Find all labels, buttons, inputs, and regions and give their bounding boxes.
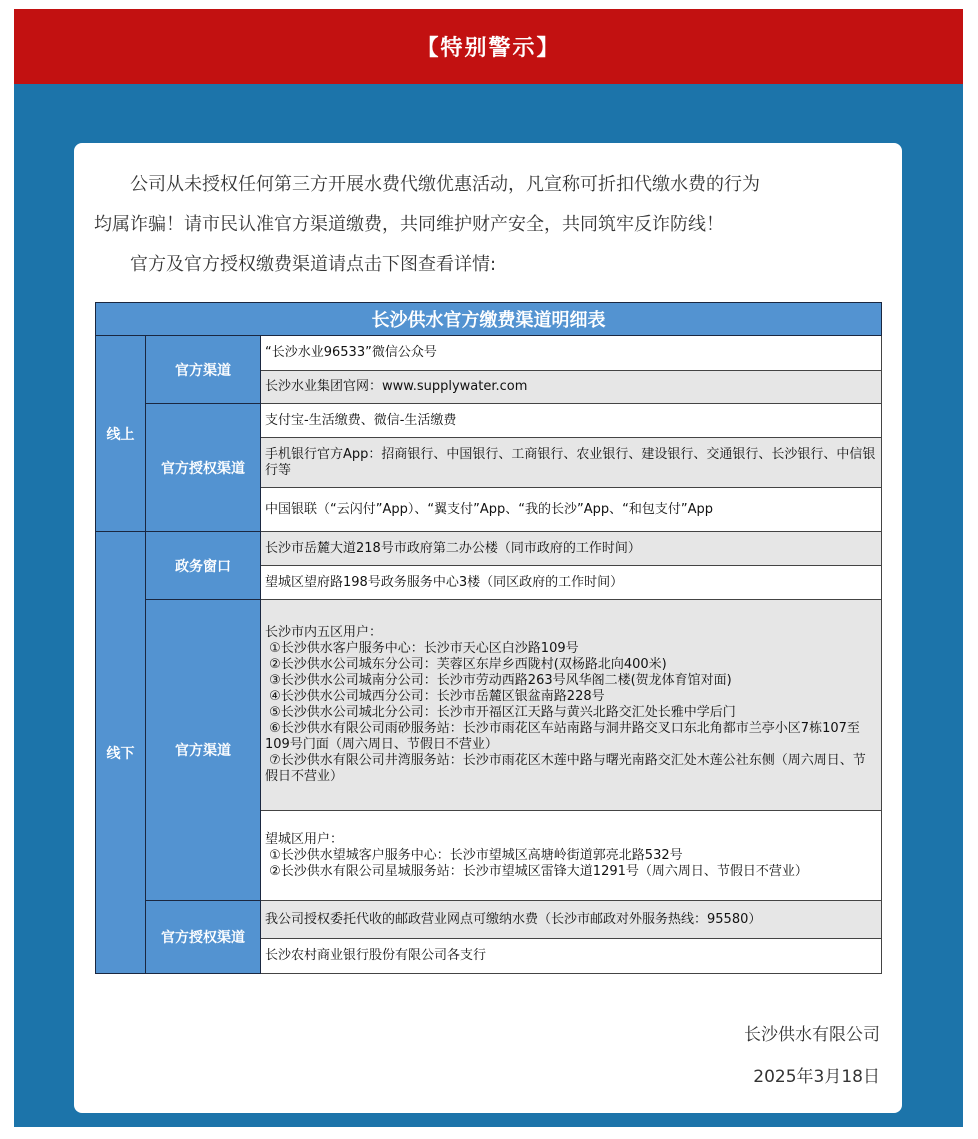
payment-channels-table[interactable] [95, 302, 882, 974]
category-offline: 线下 [96, 532, 146, 974]
table-row: 长沙农村商业银行股份有限公司各支行 [261, 939, 882, 974]
intro-paragraph-1 [94, 165, 884, 205]
gov-window-label: 政务窗口 [146, 532, 261, 600]
intro-paragraph-2 [94, 245, 884, 285]
table-row: 长沙市岳麓大道218号市政府第二办公楼（同市政府的工作时间） [261, 532, 882, 566]
table-row: 望城区望府路198号政务服务中心3楼（同区政府的工作时间） [261, 566, 882, 600]
table-row: 支付宝-生活缴费、微信-生活缴费 [261, 404, 882, 438]
online-official-label: 官方渠道 [146, 336, 261, 404]
signature-company: 长沙供水有限公司 [744, 1025, 880, 1045]
category-online: 线上 [96, 336, 146, 532]
table-row: 中国银联（“云闪付”App）、“翼支付”App、“我的长沙”App、“和包支付”App [261, 488, 882, 532]
notice-card [74, 143, 902, 1113]
intro-line-1: 公司从未授权任何第三方开展水费代缴优惠活动，凡宣称可折扣代缴水费的行为 [130, 174, 760, 195]
intro-line-2: 均属诈骗！请市民认准官方渠道缴费，共同维护财产安全，共同筑牢反诈防线！ [94, 214, 724, 235]
warning-banner [14, 9, 963, 84]
table-row: 手机银行官方App：招商银行、中国银行、工商银行、农业银行、建设银行、交通银行、长沙银行、中信银行等 [261, 438, 882, 488]
table-row: 我公司授权委托代收的邮政营业网点可缴纳水费（长沙市邮政对外服务热线：95580） [261, 901, 882, 939]
table-row: 望城区用户： ①长沙供水望城客户服务中心：长沙市望城区高塘岭街道郭亮北路532号 ②长沙供水有限公司星城服务站：长沙市望城区雷锋大道1291号（周六周日、节假日不营业） [261, 811, 882, 901]
intro-line-3: 官方及官方授权缴费渠道请点击下图查看详情: [130, 254, 497, 275]
table-row: “长沙水业96533”微信公众号 [261, 336, 882, 371]
table-title: 长沙供水官方缴费渠道明细表 [96, 303, 882, 336]
table-row: 长沙市内五区用户： ①长沙供水客户服务中心：长沙市天心区白沙路109号 ②长沙供水公司城东分公司：芙蓉区东岸乡西陇村(双杨路北向400米) ③长沙供水公司城南分公司：长沙市劳动西路263号风华阁二楼(贺龙体育馆对面) ④长沙供水公司城西分公司：长沙市岳麓区银盆南路228号 ⑤长沙供水公司城北分公司：长沙市开福区江天路与黄兴北路交汇处长雅中学后门 ⑥长沙供水有限公司雨砂服务站：长沙市雨花区车站南路与洞井路交叉口东北角都市兰亭小区7栋107至109号门面（周六周日、节假日不营业） ⑦长沙供水有限公司井湾服务站：长沙市雨花区木莲中路与曙光南路交汇处木莲公社东侧（周六周日、节假日不营业） [261, 600, 882, 811]
offline-authorized-label: 官方授权渠道 [146, 901, 261, 974]
offline-official-label: 官方渠道 [146, 600, 261, 901]
intro-paragraph-1-cont [94, 205, 884, 245]
table-row: 长沙水业集团官网：www.supplywater.com [261, 371, 882, 404]
intro-text [94, 165, 884, 285]
online-authorized-label: 官方授权渠道 [146, 404, 261, 532]
banner-title: 【特别警示】 [416, 36, 561, 61]
signature-date: 2025年3月18日 [753, 1067, 880, 1087]
